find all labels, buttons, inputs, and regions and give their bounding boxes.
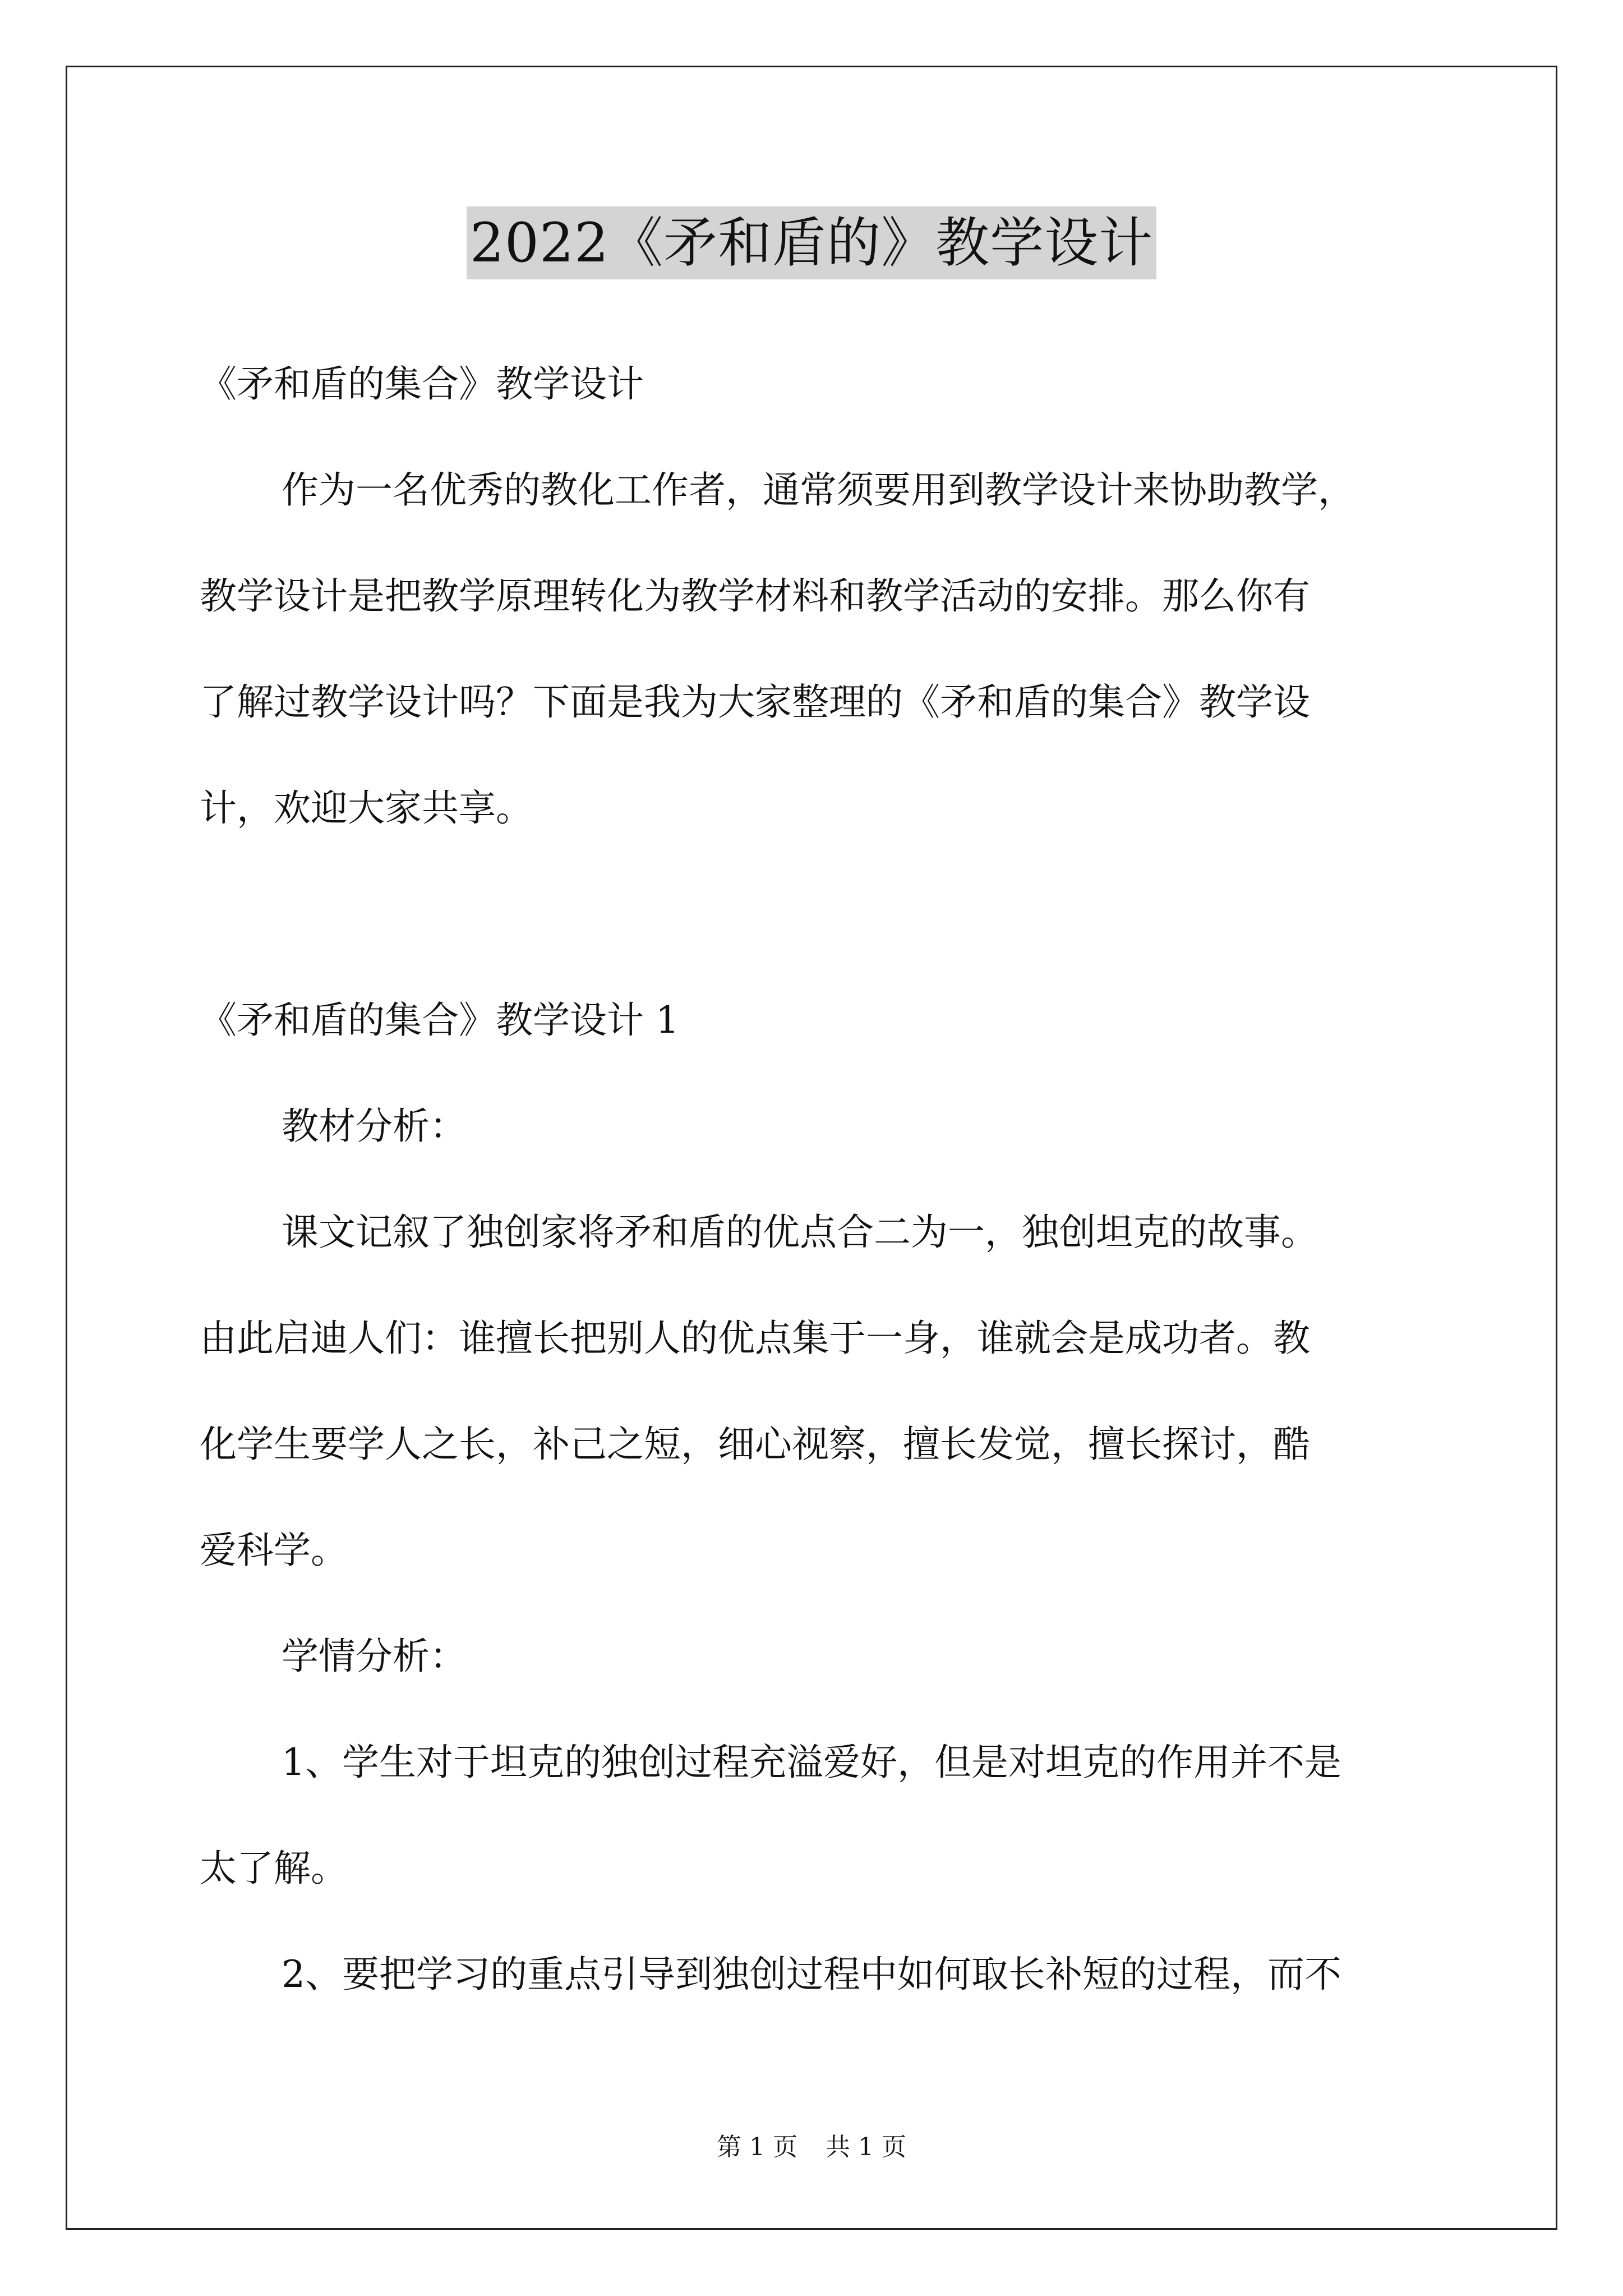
intro-line-1: 作为一名优秀的教化工作者，通常须要用到教学设计来协助教学，: [282, 468, 1355, 512]
material-line-2: 由此启迪人们：谁擅长把别人的优点集于一身，谁就会是成功者。教: [200, 1317, 1310, 1360]
student-item-1-line-1: 1、学生对于坦克的独创过程充溢爱好，但是对坦克的作用并不是: [282, 1741, 1341, 1784]
student-item-2-line-1: 2、要把学习的重点引导到独创过程中如何取长补短的过程，而不: [282, 1953, 1341, 1996]
material-heading: 教材分析：: [282, 1105, 467, 1148]
intro-line-2: 教学设计是把教学原理转化为教学材料和教学活动的安排。那么你有: [200, 574, 1310, 618]
page-number-total: 共 1 页: [826, 2133, 906, 2161]
student-item-1-line-2: 太了解。: [200, 1847, 348, 1890]
document-subtitle: 《矛和盾的集合》教学设计: [200, 362, 644, 406]
material-line-3: 化学生要学人之长，补己之短，细心视察，擅长发觉，擅长探讨，酷: [200, 1423, 1310, 1466]
material-line-1: 课文记叙了独创家将矛和盾的优点合二为一，独创坦克的故事。: [282, 1211, 1318, 1254]
material-line-4: 爱科学。: [200, 1529, 348, 1572]
section-heading: 《矛和盾的集合》教学设计 1: [200, 999, 679, 1042]
intro-line-4: 计，欢迎大家共享。: [200, 786, 533, 830]
intro-line-3: 了解过教学设计吗？下面是我为大家整理的《矛和盾的集合》教学设: [200, 680, 1310, 724]
page-number-current: 第 1 页: [717, 2133, 797, 2161]
title-wrapper: [0, 206, 1623, 279]
document-title: 2022《矛和盾的》教学设计: [467, 206, 1156, 279]
student-heading: 学情分析：: [282, 1635, 467, 1678]
page-footer: [0, 2132, 1623, 2163]
